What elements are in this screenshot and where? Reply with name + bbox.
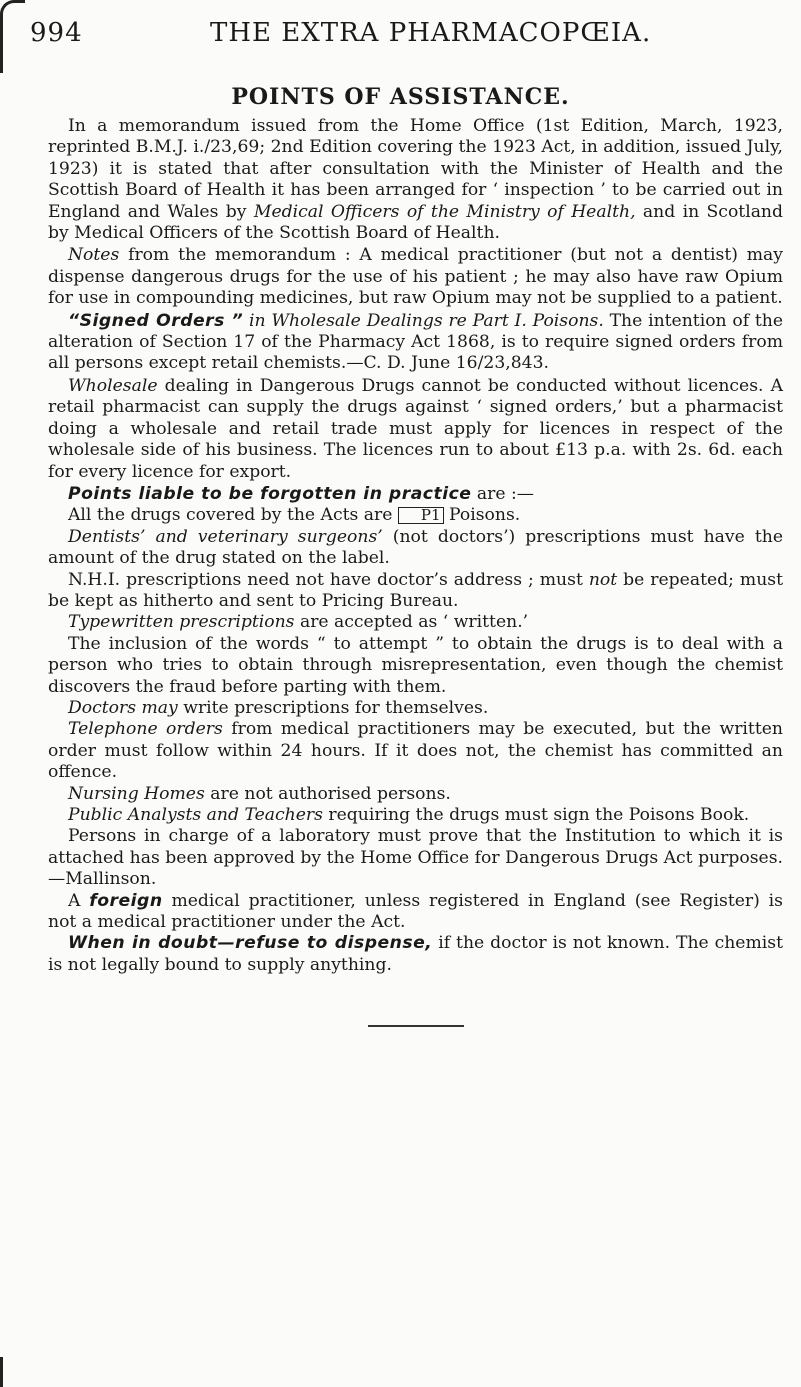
paragraph-to-attempt: The inclusion of the words “ to attempt ” to obtain the drugs is to deal with a person who tries to obtain through misrepresentation, even though the chemist discovers the fraud before parting with them.: [48, 633, 783, 697]
end-rule: [368, 1025, 464, 1027]
page-number: 994: [30, 18, 83, 48]
body-text: [48, 116, 783, 976]
paragraph-doctors: Doctors may write prescriptions for themselves.: [68, 697, 489, 718]
paragraph-nhi: N.H.I. prescriptions need not have doctor’s address ; must not be repeated; must be kept as hitherto and sent to Pricing Bureau.: [48, 569, 783, 611]
paragraph-typewritten: Typewritten prescriptions are accepted as ‘ written.’: [68, 612, 529, 633]
paragraph-public-analysts: Public Analysts and Teachers requiring the drugs must sign the Poisons Book.: [68, 805, 750, 825]
scan-edge-top-left: [0, 0, 25, 73]
paragraph-notes: Notes from the memorandum : A medical practitioner (but not a dentist) may dispense dangerous drugs for the use of his patient ; he may also have raw Opium for use in compounding medicines, but raw Opium may not be supplied to a patient.: [48, 245, 783, 309]
paragraph-foreign: A foreign medical practitioner, unless registered in England (see Register) is not a medical practitioner under the Act.: [48, 890, 783, 933]
paragraph-when-in-doubt: When in doubt—refuse to dispense, if the doctor is not known. The chemist is not legally bound to supply anything.: [48, 933, 783, 975]
p1-box-icon: P1: [398, 507, 444, 524]
running-title: THE EXTRA PHARMACOPŒIA.: [210, 18, 652, 48]
section-title: POINTS OF ASSISTANCE.: [231, 84, 570, 110]
paragraph-points-liable: Points liable to be forgotten in practice are :—: [68, 483, 534, 504]
paragraph-telephone: Telephone orders from medical practitioners may be executed, but the written order must follow within 24 hours. If it does not, the chemist has committed an offence.: [48, 719, 783, 783]
paragraph-memorandum: In a memorandum issued from the Home Office (1st Edition, March, 1923, reprinted B.M.J. i./23,69; 2nd Edition covering the 1923 Act, in addition, issued July, 1923) it is stated that after consultation with the Minister of Health and the Scottish Board of Health it has been arranged for ‘ inspection ’ to be carried out in England and Wales by Medical Officers of the Ministry of Health, and in Scotland by Medical Officers of the Scottish Board of Health.: [48, 116, 784, 244]
paragraph-laboratory: Persons in charge of a laboratory must prove that the Institution to which it is attached has been approved by the Home Office for Dangerous Drugs Act purposes.—Mallinson.: [48, 826, 783, 890]
paragraph-signed-orders: “Signed Orders ” in Wholesale Dealings re Part I. Poisons. The intention of the alteration of Section 17 of the Pharmacy Act 1868, is to require signed orders from all persons except retail chemists.—C. D. June 16/23,843.: [48, 310, 784, 374]
paragraph-wholesale: Wholesale dealing in Dangerous Drugs cannot be conducted without licences. A retail pharmacist can supply the drugs against ‘ signed orders,’ but a pharmacist doing a wholesale and retail trade must apply for licences in respect of the wholesale side of his business. The licences run to about £13 p.a. with 2s. 6d. each for every licence for export.: [48, 375, 783, 482]
paragraph-nursing-homes: Nursing Homes are not authorised persons.: [68, 783, 451, 804]
paragraph-p1-poisons: All the drugs covered by the Acts are P1 Poisons.: [68, 505, 521, 526]
paragraph-dentists: Dentists’ and veterinary surgeons’ (not doctors’) prescriptions must have the amount of the drug stated on the label.: [48, 526, 783, 569]
scan-edge-bottom-left: [0, 1357, 21, 1387]
running-head: [30, 18, 770, 58]
